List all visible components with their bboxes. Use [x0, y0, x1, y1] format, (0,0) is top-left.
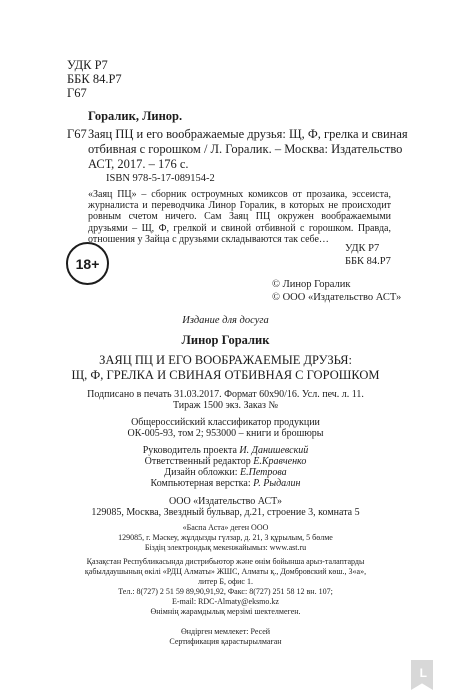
credit-cover-design [0, 467, 451, 478]
bib-author-mark: Г67 [67, 127, 87, 141]
udk-code: УДК Р7 [67, 58, 108, 72]
credit-role: Ответственный редактор [144, 456, 254, 467]
credit-layout [0, 478, 451, 489]
credit-name: Е.Петрова [240, 467, 287, 478]
bib-title-line-2: отбивная с горошком / Л. Горалик. – Москва: Издательство [88, 142, 403, 156]
credit-name: И. Данишевский [239, 445, 309, 456]
kz-publisher-line-2: 129085, г. Мәскеу, жұлдызды гүлзар, д. 21, 3 құрылым, 5 бөлме [118, 533, 333, 542]
distributor-line-3: литер Б, офис 1. [198, 577, 253, 586]
isbn: ISBN 978-5-17-089154-2 [106, 173, 215, 184]
bbk-code-2: ББК 84.Р7 [345, 256, 391, 267]
credit-role: Дизайн обложки: [164, 467, 241, 478]
signed-to-print: Подписано в печать 31.03.2017. Формат 60х90/16. Усл. печ. л. 11. [87, 389, 364, 400]
publisher-name: ООО «Издательство АСТ» [169, 496, 282, 507]
kz-publisher-line-1: «Баспа Аста» деген ООО [182, 523, 269, 532]
distributor-line-2: қабылдаушының өкілі «РДЦ Алматы» ЖШС, Алматы қ., Домбровский көш., 3«а», [84, 567, 367, 576]
bib-author-heading: Горалик, Линор. [88, 109, 183, 123]
distributor-line-6: Өнімнің жарамдылық мерзімі шектелмеген. [150, 607, 301, 616]
distributor-line-5: E-mail: RDC-Almaty@eksmo.kz [172, 597, 279, 606]
age-rating-text: 18+ [75, 255, 100, 272]
credit-role: Компьютерная верстка: [150, 478, 254, 489]
bib-title-line-1: Заяц ПЦ и его воображаемые друзья: Щ, Ф, грелка и свиная [88, 127, 408, 141]
credit-editor [0, 456, 451, 467]
copyright-author: © Линор Горалик [272, 279, 351, 290]
book-title-line-2: Щ, Ф, ГРЕЛКА И СВИНАЯ ОТБИВНАЯ С ГОРОШКОМ [71, 368, 380, 382]
imprint-author: Линор Горалик [181, 333, 270, 347]
watermark-letter: L [419, 666, 427, 680]
origin-country: Өндірген мемлекет: Ресей [180, 627, 271, 636]
classifier-line-2: ОК-005-93, том 2; 953000 – книги и брошюры [127, 428, 324, 439]
bib-title-line-3: АСТ, 2017. – 176 с. [88, 157, 189, 171]
publisher-address: 129085, Москва, Звездный бульвар, д.21, строение 3, комната 5 [91, 507, 360, 518]
credit-name: Р. Рыдалин [253, 478, 301, 489]
annotation: «Заяц ПЦ» – сборник остроумных комиксов от прозаика, эссеиста, журналиста и переводчика Линор Горалик, в которых не происходит ровным счетом ничего. Сам Заяц ПЦ окружен воображаемыми друзьями – Щ, Ф, грелкой и свиной отбивной с горошком. Правда, отношения у Зайца с друзьями складываются так себе… [88, 189, 391, 245]
print-run: Тираж 1500 экз. Заказ № [172, 400, 279, 411]
credit-name: Е.Кравченко [253, 456, 307, 467]
distributor-line-1: Қазақстан Республикасында дистрибьютор және өнім бойынша арыз-талаптарды [86, 557, 365, 566]
bbk-code: ББК 84.Р7 [67, 72, 122, 86]
edition-type: Издание для досуга [182, 315, 269, 326]
distributor-line-4: Тел.: 8(727) 2 51 59 89,90,91,92, Факс: 8(727) 251 58 12 вн. 107; [118, 587, 333, 596]
book-title-line-1: ЗАЯЦ ПЦ И ЕГО ВООБРАЖАЕМЫЕ ДРУЗЬЯ: [99, 353, 352, 367]
certification: Сертификация қарастырылмаған [169, 637, 282, 646]
classifier-line-1: Общероссийский классификатор продукции [131, 417, 320, 428]
credit-role: Руководитель проекта [142, 445, 240, 456]
age-rating-badge [66, 242, 109, 285]
author-mark: Г67 [67, 86, 87, 100]
copyright-publisher: © ООО «Издательство АСТ» [272, 292, 402, 303]
udk-code-2: УДК Р7 [345, 243, 380, 254]
credit-project-lead [0, 445, 451, 456]
kz-publisher-line-3: Біздің электрондық мекенжайымыз: www.ast.ru [144, 543, 307, 552]
